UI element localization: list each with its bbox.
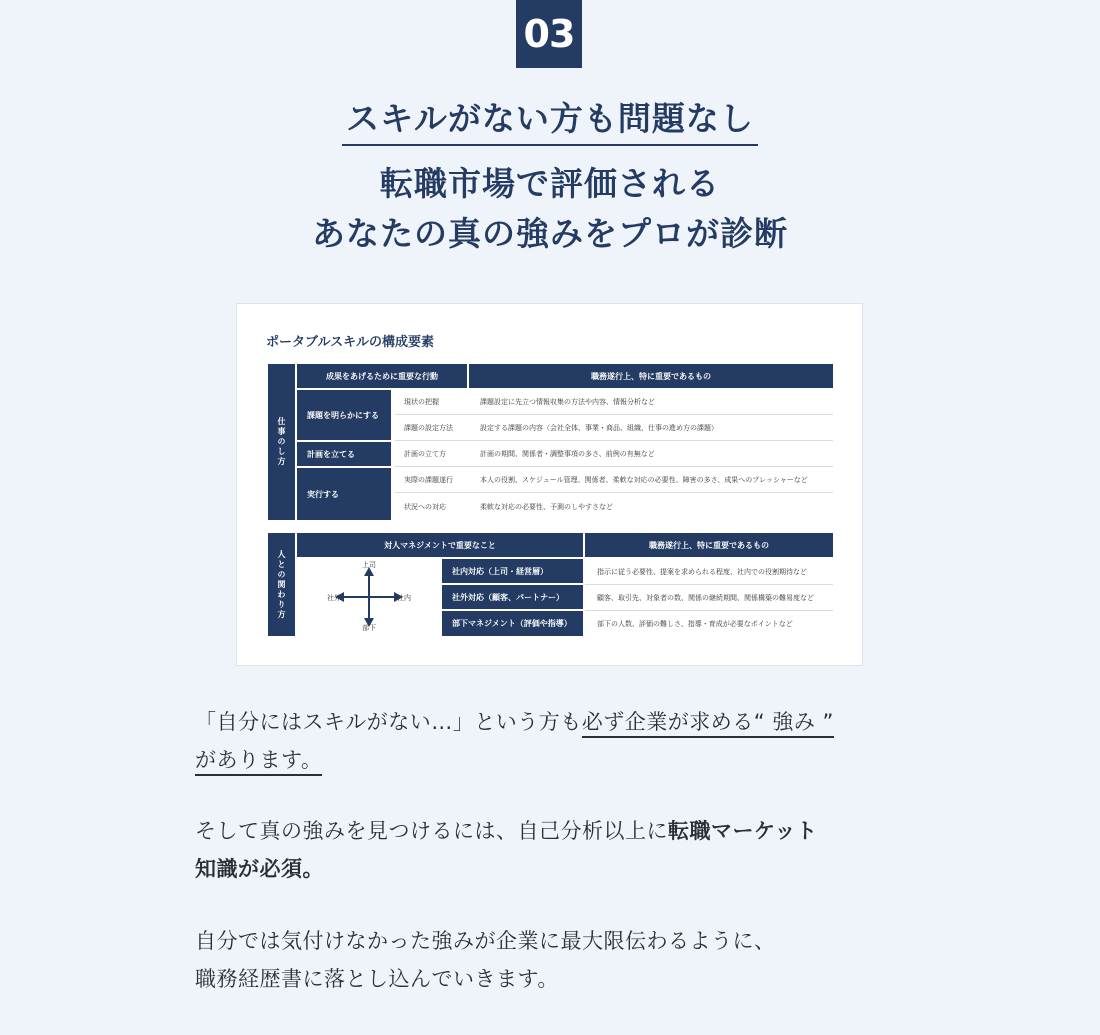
heading-line-2: 転職市場で評価される — [380, 164, 720, 203]
work-group-label: 計画を立てる — [297, 442, 391, 466]
figure-title: ポータブルスキルの構成要素 — [266, 335, 434, 350]
paragraph-2: そして真の強みを見つけるには、自己分析以上に転職マーケット 知識が必須。 — [195, 819, 818, 881]
table-row: 実際の課題遂行 本人の役割、スケジュール管理、関係者、柔軟な対応の必要性、障害の多さ、成果へのプレッシャーなど — [395, 467, 833, 493]
work-side-label: 仕事のし方 — [268, 364, 295, 520]
work-col1-header: 成果をあげるために重要な行動 — [297, 364, 467, 388]
diagram-label-left: 社外 — [327, 594, 341, 602]
underlined-strength-text: 必ず企業が求める“ 強み ” — [582, 710, 834, 738]
people-col1-header: 対人マネジメントで重要なこと — [297, 533, 583, 557]
section-number-badge: 03 — [516, 0, 582, 68]
work-group-label: 実行する — [297, 468, 391, 520]
work-col2-header: 職務遂行上、特に重要であるもの — [469, 364, 833, 388]
table-row: 状況への対応 柔軟な対応の必要性、予測のしやすさなど — [404, 502, 613, 511]
heading-line-3: あなたの真の強みをプロが診断 — [312, 214, 788, 253]
diagram-label-right: 社内 — [397, 594, 411, 602]
diagram-label-up: 上司 — [362, 561, 376, 569]
people-side-label: 人との関わり方 — [268, 533, 295, 636]
table-row: 課題の設定方法 設定する課題の内容（会社全体、事業・商品、組織、仕事の進め方の課題） — [395, 415, 833, 441]
table-row: 計画の立て方 計画の期間、関係者・調整事項の多さ、前例の有無など — [395, 441, 833, 467]
paragraph-1: 「自分にはスキルがない…」という方も必ず企業が求める“ 強み ” があります。 — [195, 703, 834, 779]
heading-line-1: スキルがない方も問題なし — [0, 93, 1100, 140]
paragraph-3: 自分では気付けなかった強みが企業に最大限伝わるように、 職務経歴書に落とし込んでいきます。 — [195, 929, 776, 991]
people-col2-header: 職務遂行上、特に重要であるもの — [585, 533, 833, 557]
table-row: 現状の把握 課題設定に先立つ情報収集の方法や内容、情報分析など — [395, 390, 833, 415]
portable-skill-figure — [236, 303, 863, 666]
bold-market-text: 転職マーケット — [668, 819, 818, 843]
people-row-label: 社内対応（上司・経営層） — [442, 559, 583, 583]
work-group-label: 課題を明らかにする — [297, 390, 391, 440]
table-row: 顧客、取引先、対象者の数、関係の継続期間、関係構築の難易度など — [585, 585, 833, 611]
diagram-label-down: 部下 — [362, 624, 376, 632]
people-row-label: 部下マネジメント（評価や指導） — [442, 611, 583, 636]
people-row-label: 社外対応（顧客、パートナー） — [442, 585, 583, 609]
table-row: 部下の人数、評価の難しさ、指導・育成が必要なポイントなど — [597, 619, 793, 628]
table-row: 指示に従う必要性、提案を求められる程度、社内での役割期待など — [585, 559, 833, 585]
